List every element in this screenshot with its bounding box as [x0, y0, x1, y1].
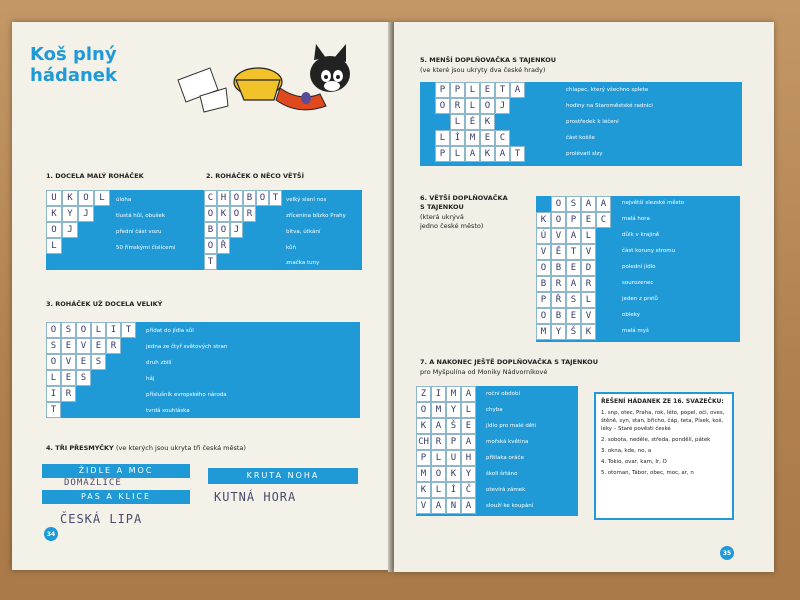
grid-cell[interactable]: L	[91, 322, 106, 338]
section-3-clue: tvrdá souhláska	[146, 408, 190, 414]
section-5-clue: prostředek k léčení	[566, 119, 619, 125]
section-6-clue: část koruny stromu	[622, 248, 676, 254]
grid-cell[interactable]: T	[566, 244, 581, 260]
grid-cell[interactable]: O	[46, 222, 62, 238]
grid-cell[interactable]: K	[480, 114, 495, 130]
section-1-grid	[46, 190, 110, 254]
grid-cell[interactable]: S	[76, 370, 91, 386]
grid-cell[interactable]: R	[106, 338, 121, 354]
grid-cell[interactable]: B	[204, 222, 217, 238]
grid-cell[interactable]: Y	[551, 324, 566, 340]
section-6-clue: sourozenec	[622, 280, 654, 286]
grid-cell[interactable]: K	[62, 190, 78, 206]
section-3-title: 3. ROHÁČEK UŽ DOCELA VELIKÝ	[46, 300, 163, 308]
grid-cell[interactable]: R	[431, 434, 446, 450]
grid-cell[interactable]: T	[46, 402, 61, 418]
grid-cell[interactable]: E	[61, 338, 76, 354]
grid-cell[interactable]: O	[435, 98, 450, 114]
grid-cell[interactable]: A	[431, 498, 446, 514]
section-2-grid	[204, 190, 282, 270]
grid-cell[interactable]: P	[450, 82, 465, 98]
grid-cell[interactable]: V	[416, 498, 431, 514]
section-7-clue: mořská květina	[486, 439, 529, 445]
grid-cell[interactable]: O	[416, 402, 431, 418]
section-6-subtitle: (která ukrývá	[420, 213, 464, 221]
grid-cell[interactable]: O	[480, 98, 495, 114]
answers-box	[594, 392, 734, 520]
grid-cell[interactable]: J	[495, 98, 510, 114]
grid-cell[interactable]: C	[204, 190, 217, 206]
section-2-clue: zřícenina blízko Prahy	[286, 213, 346, 219]
grid-cell[interactable]: D	[581, 260, 596, 276]
grid-cell[interactable]: L	[46, 370, 61, 386]
grid-cell[interactable]: H	[217, 190, 230, 206]
grid-cell[interactable]: T	[495, 82, 510, 98]
grid-cell[interactable]: O	[551, 196, 566, 212]
grid-cell[interactable]: O	[551, 212, 566, 228]
grid-cell[interactable]: I	[431, 386, 446, 402]
grid-cell[interactable]: B	[551, 260, 566, 276]
grid-cell[interactable]: M	[431, 402, 446, 418]
grid-cell[interactable]: H	[461, 450, 476, 466]
section-1-title: 1. DOCELA MALÝ ROHÁČEK	[46, 172, 144, 180]
grid-cell[interactable]: B	[536, 276, 551, 292]
section-3-clue: druh zbilí	[146, 360, 172, 366]
section-1-clue: 50 římskými číslicemi	[116, 245, 176, 251]
grid-cell[interactable]: L	[581, 228, 596, 244]
grid-cell[interactable]: P	[536, 292, 551, 308]
answers-list	[601, 409, 727, 477]
grid-cell[interactable]: N	[446, 498, 461, 514]
grid-cell[interactable]: U	[446, 450, 461, 466]
page-title	[30, 44, 117, 86]
grid-cell[interactable]: S	[61, 322, 76, 338]
grid-cell[interactable]: A	[461, 434, 476, 450]
grid-cell[interactable]: Y	[62, 206, 78, 222]
grid-cell[interactable]: J	[62, 222, 78, 238]
grid-cell[interactable]: O	[204, 238, 217, 254]
grid-cell[interactable]: R	[450, 98, 465, 114]
section-5-grid	[435, 82, 525, 162]
grid-cell[interactable]: O	[230, 190, 243, 206]
section-7-grid	[416, 386, 491, 514]
grid-cell[interactable]: K	[217, 206, 230, 222]
grid-cell[interactable]: E	[480, 82, 495, 98]
grid-cell[interactable]: V	[536, 244, 551, 260]
section-3-clue: háj	[146, 376, 155, 382]
grid-cell[interactable]: I	[46, 386, 61, 402]
section-1-clue: tlustá hůl, obušek	[116, 213, 166, 219]
grid-cell[interactable]: T	[121, 322, 136, 338]
answers-heading: ŘEŠENÍ HÁDANEK ZE 16. SVAZEČKU:	[601, 398, 724, 405]
grid-cell[interactable]: M	[465, 130, 480, 146]
grid-cell[interactable]: O	[76, 322, 91, 338]
grid-cell[interactable]: A	[596, 196, 611, 212]
section-2-clue: kůň	[286, 245, 296, 251]
section-3-grid	[46, 322, 136, 418]
section-6-title-2: S TAJENKOU	[420, 203, 464, 211]
anagram-answer-1: DOMAŽLICE	[64, 478, 122, 488]
grid-cell[interactable]: L	[450, 114, 465, 130]
page-number-right: 35	[720, 546, 734, 560]
grid-cell[interactable]: V	[61, 354, 76, 370]
answer-item: 5. otoman, Tábor, obec, moc, ar, n	[601, 470, 694, 476]
grid-cell[interactable]: M	[446, 386, 461, 402]
grid-cell[interactable]: V	[551, 228, 566, 244]
section-6-grid	[536, 196, 611, 340]
grid-cell[interactable]: V	[76, 338, 91, 354]
grid-cell[interactable]: S	[566, 196, 581, 212]
section-6-clue: malá myš	[622, 328, 649, 334]
grid-cell[interactable]: K	[581, 324, 596, 340]
grid-cell[interactable]: L	[435, 130, 450, 146]
grid-cell[interactable]: V	[581, 244, 596, 260]
grid-cell[interactable]: T	[510, 146, 525, 162]
grid-cell[interactable]: C	[596, 212, 611, 228]
grid-cell[interactable]: P	[416, 450, 431, 466]
grid-cell[interactable]: K	[416, 418, 431, 434]
section-6-clue: největší slezské město	[622, 200, 685, 206]
grid-cell[interactable]: K	[416, 482, 431, 498]
section-6-clue: důlk v krajině	[622, 232, 660, 238]
grid-cell[interactable]: V	[581, 308, 596, 324]
section-3-clue: jedna ze čtyř světových stran	[146, 344, 228, 350]
grid-cell[interactable]: O	[46, 322, 61, 338]
grid-cell[interactable]: B	[243, 190, 256, 206]
grid-cell[interactable]: Y	[461, 466, 476, 482]
grid-cell[interactable]: Ě	[551, 244, 566, 260]
section-3-clue: příslušník evropského národa	[146, 392, 227, 398]
grid-cell[interactable]: R	[61, 386, 76, 402]
section-1-clue: přední část vozu	[116, 229, 162, 235]
grid-cell[interactable]: C	[495, 130, 510, 146]
section-2-title: 2. ROHÁČEK O NĚCO VĚTŠÍ	[206, 172, 304, 180]
grid-cell[interactable]: E	[461, 418, 476, 434]
grid-cell[interactable]: U	[46, 190, 62, 206]
grid-cell[interactable]: R	[581, 276, 596, 292]
grid-cell[interactable]: Ř	[551, 292, 566, 308]
section-1-clue: úloha	[116, 197, 132, 203]
grid-cell[interactable]: A	[461, 386, 476, 402]
anagram-label-2: PAS A KLICE	[42, 490, 190, 504]
grid-cell[interactable]: A	[581, 196, 596, 212]
grid-cell[interactable]: O	[217, 222, 230, 238]
grid-cell[interactable]: O	[78, 190, 94, 206]
answer-item: 1. snp, otec, Praha, rok, léto, popel, oči, oves, štěně, syn, stan, břicho, čáp, teta, Písek, koš, léky – Staré pověsti české	[601, 410, 725, 432]
grid-cell[interactable]: J	[78, 206, 94, 222]
grid-cell[interactable]: E	[566, 260, 581, 276]
grid-cell[interactable]: O	[536, 260, 551, 276]
grid-cell[interactable]: T	[269, 190, 282, 206]
grid-cell[interactable]: S	[46, 338, 61, 354]
grid-cell[interactable]: L	[431, 450, 446, 466]
title-line-2: hádanek	[30, 65, 117, 86]
answer-item: 2. sobota, neděle, středa, pondělí, pátek	[601, 437, 711, 443]
grid-cell[interactable]: P	[435, 82, 450, 98]
section-5-clue: část košile	[566, 135, 595, 141]
grid-cell[interactable]: O	[46, 354, 61, 370]
title-line-1: Koš plný	[30, 44, 117, 65]
section-7-clue: chyba	[486, 407, 503, 413]
grid-cell[interactable]: O	[256, 190, 269, 206]
section-5-title: 5. MENŠÍ DOPLŇOVAČKA S TAJENKOU	[420, 56, 557, 64]
grid-cell[interactable]: S	[91, 354, 106, 370]
grid-cell[interactable]: Č	[461, 482, 476, 498]
grid-cell[interactable]: P	[435, 146, 450, 162]
grid-cell[interactable]: L	[431, 482, 446, 498]
section-7-clue: otevírá zámek	[486, 487, 526, 493]
section-7-subtitle: pro Myšpulína od Moniky Nádvorníkové	[420, 368, 548, 376]
grid-cell[interactable]: E	[581, 212, 596, 228]
page-number-left: 34	[44, 527, 58, 541]
grid-cell[interactable]: A	[566, 228, 581, 244]
grid-cell[interactable]: K	[480, 146, 495, 162]
anagram-label-3: KRUTA NOHA	[208, 468, 358, 484]
section-4-title-text: 4. TŘI PŘESMYČKY	[46, 444, 114, 452]
grid-cell[interactable]: Í	[446, 482, 461, 498]
grid-cell[interactable]: T	[204, 254, 217, 270]
section-6-subtitle-2: jedno české město)	[420, 222, 484, 230]
section-5-clue: chlapec, který všechno spletе	[566, 87, 649, 93]
grid-cell[interactable]: E	[566, 308, 581, 324]
grid-cell[interactable]: K	[446, 466, 461, 482]
section-7-clue: roční období	[486, 391, 521, 397]
grid-cell[interactable]: L	[461, 402, 476, 418]
grid-cell[interactable]: Í	[450, 130, 465, 146]
section-7-title: 7. A NAKONEC JEŠTĚ DOPLŇOVAČKA S TAJENKOU	[420, 358, 598, 366]
grid-cell[interactable]: K	[536, 212, 551, 228]
grid-cell[interactable]: A	[495, 146, 510, 162]
grid-cell[interactable]: L	[94, 190, 110, 206]
grid-cell[interactable]: Y	[446, 402, 461, 418]
section-2-clue: značka tuny	[286, 260, 320, 266]
grid-cell[interactable]: O	[431, 466, 446, 482]
grid-cell[interactable]: B	[551, 308, 566, 324]
section-7-clue: školi šrtáno	[486, 471, 518, 477]
grid-cell[interactable]: A	[461, 498, 476, 514]
grid-cell[interactable]: L	[46, 238, 62, 254]
grid-cell[interactable]: L	[465, 82, 480, 98]
section-5-subtitle: (ve které jsou ukryty dva české hrady)	[420, 66, 546, 74]
section-2-clue: bitva, útkání	[286, 229, 321, 235]
section-2-clue: velký slaní nos	[286, 197, 327, 203]
grid-cell[interactable]: CH	[416, 434, 431, 450]
grid-cell[interactable]: M	[416, 466, 431, 482]
section-6-clue: polední jídlo	[622, 264, 656, 270]
grid-cell[interactable]: A	[510, 82, 525, 98]
answer-item: 4. Tokio, ovar, kam, Ir, O	[601, 459, 667, 465]
section-6-clue: malá hora	[622, 216, 650, 222]
grid-cell[interactable]: E	[76, 354, 91, 370]
section-7-clue: jídlo pro malé děti	[486, 423, 536, 429]
grid-cell[interactable]: R	[243, 206, 256, 222]
grid-cell[interactable]: O	[204, 206, 217, 222]
grid-cell[interactable]: E	[91, 338, 106, 354]
section-4-subtitle: (ve kterých jsou ukryta tři česká města)	[116, 444, 246, 452]
section-4-title	[46, 444, 246, 452]
grid-cell[interactable]: K	[46, 206, 62, 222]
grid-cell[interactable]: P	[566, 212, 581, 228]
grid-cell[interactable]: E	[480, 130, 495, 146]
grid-cell[interactable]: O	[230, 206, 243, 222]
grid-cell[interactable]: P	[446, 434, 461, 450]
grid-cell[interactable]: I	[106, 322, 121, 338]
section-6-clue: jeden z prstů	[622, 296, 658, 302]
grid-cell[interactable]: J	[230, 222, 243, 238]
section-6-title: 6. VĚTŠÍ DOPLŇOVAČKA	[420, 194, 508, 202]
grid-cell[interactable]: Ř	[217, 238, 230, 254]
grid-cell[interactable]: L	[581, 292, 596, 308]
anagram-answer-3: KUTNÁ HORA	[214, 490, 297, 504]
grid-cell[interactable]: A	[566, 276, 581, 292]
grid-cell[interactable]: Z	[416, 386, 431, 402]
grid-cell[interactable]: É	[465, 114, 480, 130]
grid-cell[interactable]: A	[431, 418, 446, 434]
grid-cell[interactable]: L	[450, 146, 465, 162]
grid-cell[interactable]: L	[465, 98, 480, 114]
anagram-answer-2: ČESKÁ LIPA	[60, 512, 143, 526]
section-3-clue: přídat do jídla sůl	[146, 328, 194, 334]
cat-with-basket-illustration	[170, 40, 360, 120]
grid-cell[interactable]: A	[465, 146, 480, 162]
grid-cell[interactable]: Ú	[536, 228, 551, 244]
anagram-label-1: ŽIDLE A MOC	[42, 464, 190, 478]
section-7-clue: přítlaka oráče	[486, 455, 524, 461]
grid-cell[interactable]: S	[566, 292, 581, 308]
section-5-clue: hodiny na Staroměstské radnici	[566, 103, 653, 109]
grid-cell[interactable]: M	[536, 324, 551, 340]
grid-cell[interactable]: R	[551, 276, 566, 292]
section-6-clue: obleky	[622, 312, 641, 318]
section-5-clue: prolévatl slzy	[566, 151, 603, 157]
grid-cell[interactable]: Š	[566, 324, 581, 340]
section-7-clue: slouží ke koupání	[486, 503, 534, 509]
grid-cell[interactable]: Š	[446, 418, 461, 434]
grid-cell[interactable]: O	[536, 308, 551, 324]
answer-item: 3. okna, kde, no, a	[601, 448, 652, 454]
grid-cell[interactable]: E	[61, 370, 76, 386]
